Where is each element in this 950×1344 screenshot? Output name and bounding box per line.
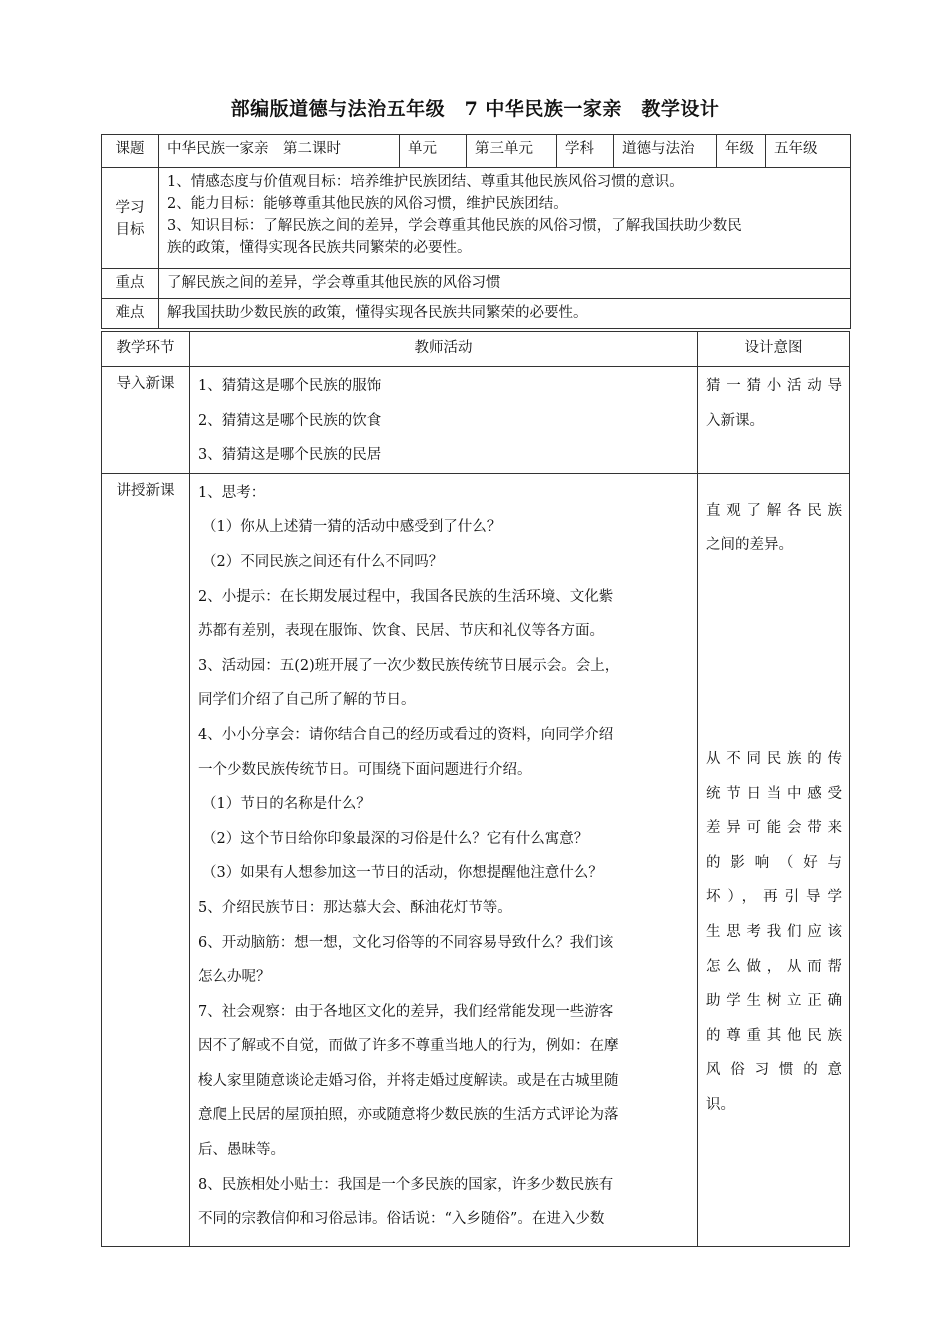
intro-intent bbox=[698, 367, 850, 474]
activity-line: 怎么办呢？ bbox=[198, 969, 271, 986]
subject-label: 学科 bbox=[557, 135, 614, 168]
grade-label: 年级 bbox=[717, 135, 766, 168]
activity-line: 3、猜猜这是哪个民族的民居 bbox=[198, 447, 382, 464]
difficult-point-value: 解我国扶助少数民族的政策，懂得实现各民族共同繁荣的必要性。 bbox=[159, 299, 851, 329]
header-teacher-activity: 教师活动 bbox=[190, 332, 698, 367]
intent-line: 猜一猜小活动导 bbox=[706, 378, 842, 394]
page-title: 部编版道德与法治五年级 7 中华民族一家亲 教学设计 bbox=[230, 98, 720, 120]
intent-line: 统节日当中感受 bbox=[706, 785, 842, 802]
intent-line: 生思考我们应该 bbox=[706, 923, 842, 940]
lesson-info-table bbox=[101, 134, 851, 329]
goals-list bbox=[159, 168, 851, 269]
unit-label: 单元 bbox=[400, 135, 467, 168]
activity-line: 2、小提示：在长期发展过程中，我国各民族的生活环境、文化紫 bbox=[198, 588, 614, 605]
header-design-intent: 设计意图 bbox=[698, 332, 850, 367]
intent-line: 的尊重其他民族 bbox=[706, 1027, 842, 1044]
subject-value: 道德与法治 bbox=[614, 135, 717, 168]
activity-line: （2）这个节日给你印象最深的习俗是什么？它有什么寓意？ bbox=[202, 830, 589, 847]
stage-intro: 导入新课 bbox=[102, 367, 190, 474]
teach-intent bbox=[698, 473, 850, 1246]
intro-activities bbox=[190, 367, 698, 474]
unit-value: 第三单元 bbox=[467, 135, 557, 168]
teach-activities bbox=[190, 473, 698, 1246]
intent-line: 从不同民族的传 bbox=[706, 750, 842, 767]
activity-line: 意爬上民居的屋顶拍照，亦或随意将少数民族的生活方式评论为落 bbox=[198, 1107, 619, 1124]
intent-line: 差异可能会带来 bbox=[706, 820, 842, 837]
activity-line: 5、介绍民族节日：那达慕大会、酥油花灯节等。 bbox=[198, 899, 512, 916]
goal-item: 2、能力目标：能够尊重其他民族的风俗习惯，维护民族团结。 bbox=[167, 196, 568, 212]
intent-line: 入新课。 bbox=[706, 412, 764, 429]
activity-line: 6、开动脑筋：想一想，文化习俗等的不同容易导致什么？我们该 bbox=[198, 934, 614, 951]
goals-label: 学习 目标 bbox=[102, 168, 159, 269]
intent-line: 怎么做，从而帮 bbox=[706, 958, 842, 975]
activity-line: 梭人家里随意谈论走婚习俗，并将走婚过度解读。或是在古城里随 bbox=[198, 1072, 619, 1089]
header-stage: 教学环节 bbox=[102, 332, 190, 367]
activity-line: 4、小小分享会：请你结合自己的经历或看过的资料，向同学介绍 bbox=[198, 726, 614, 743]
intent-line: 识。 bbox=[706, 1096, 735, 1113]
activity-line: 同学们介绍了自己所了解的节日。 bbox=[198, 692, 416, 709]
difficult-point-label: 难点 bbox=[102, 299, 159, 329]
topic-value: 中华民族一家亲 第二课时 bbox=[159, 135, 400, 168]
activity-line: 一个少数民族传统节日。可围绕下面问题进行介绍。 bbox=[198, 761, 532, 778]
activity-line: 2、猜猜这是哪个民族的饮食 bbox=[198, 412, 382, 429]
intent-line: 之间的差异。 bbox=[706, 537, 793, 554]
activity-line: （2）不同民族之间还有什么不同吗？ bbox=[202, 553, 444, 570]
activity-line: 因不了解或不自觉，而做了许多不尊重当地人的行为，例如：在摩 bbox=[198, 1038, 619, 1055]
goal-item: 3、知识目标：了解民族之间的差异，学会尊重其他民族的风俗习惯，了解我国扶助少数民 bbox=[167, 218, 742, 234]
activity-line: 8、民族相处小贴士：我国是一个多民族的国家，许多少数民族有 bbox=[198, 1176, 614, 1193]
intent-line: 风俗习惯的意 bbox=[706, 1062, 842, 1079]
activity-line: （1）节日的名称是什么？ bbox=[202, 796, 371, 813]
activity-line: 3、活动园：五(2)班开展了一次少数民族传统节日展示会。会上， bbox=[198, 657, 620, 674]
goal-item: 1、情感态度与价值观目标：培养维护民族团结、尊重其他民族风俗习惯的意识。 bbox=[167, 174, 684, 190]
intent-line: 助学生树立正确 bbox=[706, 993, 842, 1010]
activity-line: （1）你从上述猜一猜的活动中感受到了什么？ bbox=[202, 519, 502, 536]
goal-item: 族的政策，懂得实现各民族共同繁荣的必要性。 bbox=[167, 240, 472, 256]
activity-line: 苏都有差别，表现在服饰、饮食、民居、节庆和礼仪等各方面。 bbox=[198, 623, 604, 640]
grade-value: 五年级 bbox=[766, 135, 851, 168]
teaching-process-table bbox=[101, 331, 850, 1247]
activity-line: 7、社会观察：由于各地区文化的差异，我们经常能发现一些游客 bbox=[198, 1003, 614, 1020]
activity-line: 不同的宗教信仰和习俗忌讳。俗话说：“入乡随俗”。在进入少数 bbox=[198, 1211, 605, 1228]
stage-teach: 讲授新课 bbox=[102, 473, 190, 1246]
activity-line: 后、愚昧等。 bbox=[198, 1142, 285, 1159]
intent-line: 的影响（好与 bbox=[706, 854, 842, 871]
activity-line: 1、猜猜这是哪个民族的服饰 bbox=[198, 378, 382, 394]
topic-label: 课题 bbox=[102, 135, 159, 168]
intent-line: 坏），再引导学 bbox=[706, 889, 842, 906]
key-point-label: 重点 bbox=[102, 269, 159, 299]
activity-line: 1、思考： bbox=[198, 484, 266, 501]
key-point-value: 了解民族之间的差异，学会尊重其他民族的风俗习惯 bbox=[159, 269, 851, 299]
intent-line: 直观了解各民族 bbox=[706, 502, 842, 519]
activity-line: （3）如果有人想参加这一节日的活动，你想提醒他注意什么？ bbox=[202, 865, 603, 882]
